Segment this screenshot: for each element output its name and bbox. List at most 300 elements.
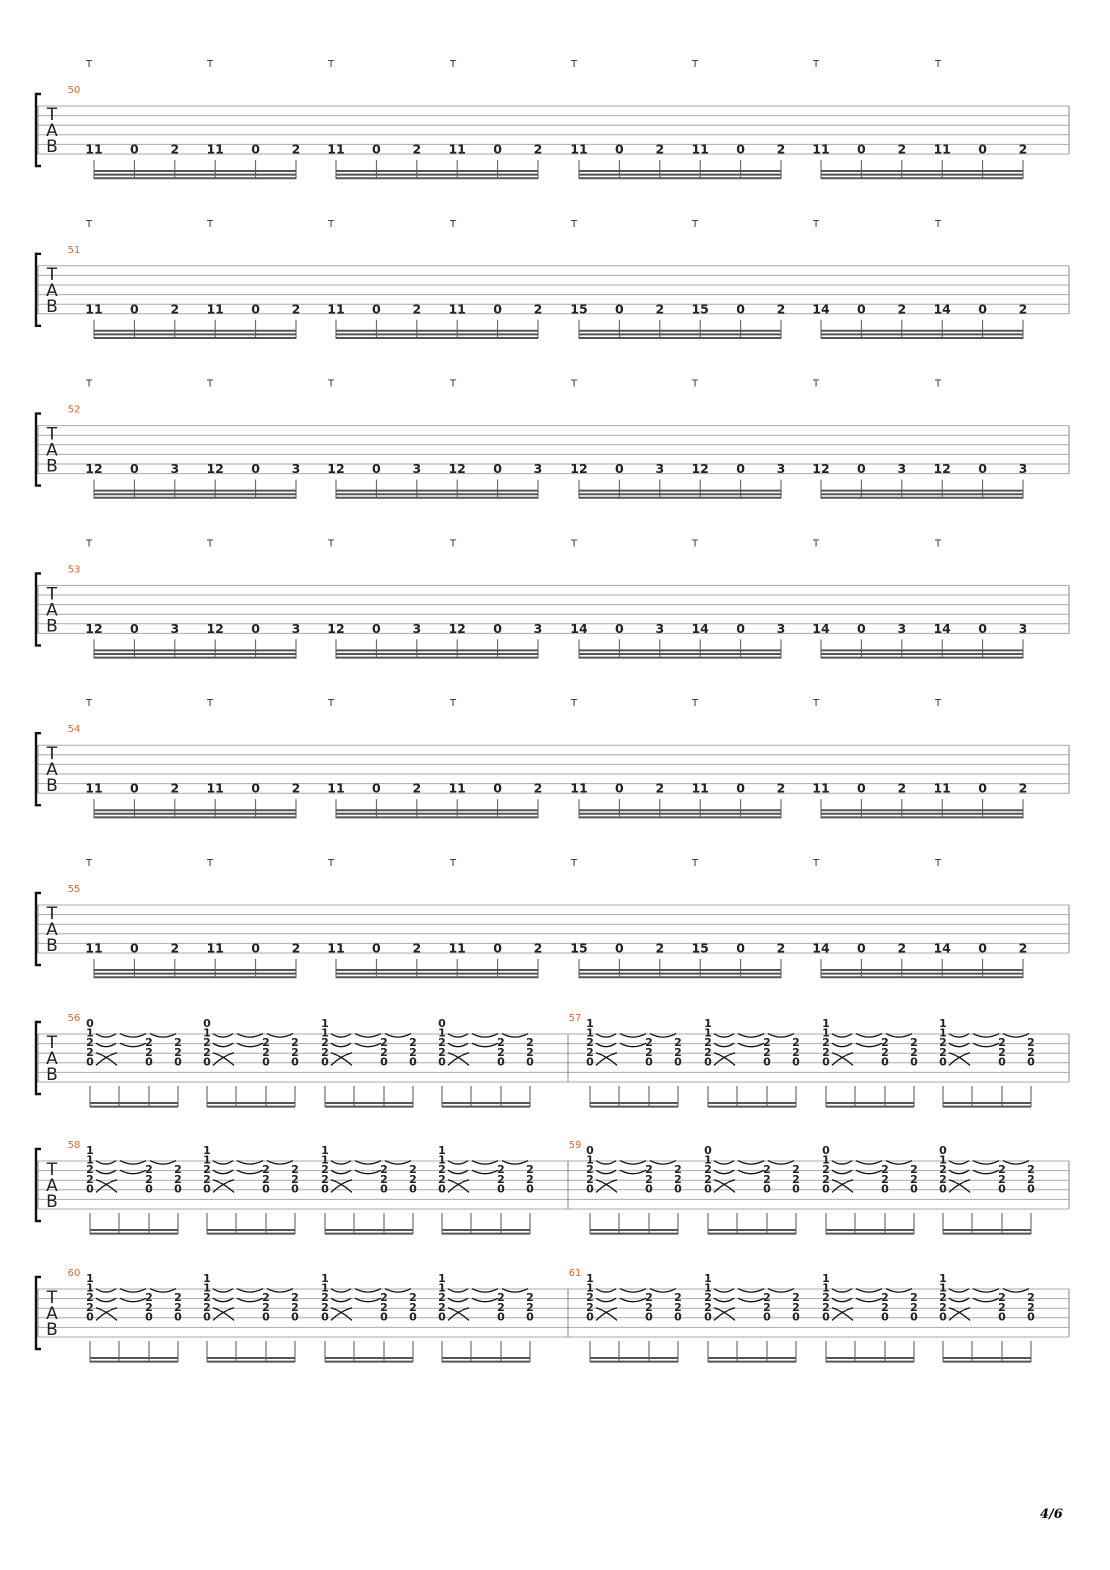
fret-number: 0 [645,1182,653,1196]
fret-number: 2 [586,1036,594,1050]
fret-number: 1 [321,1026,329,1040]
tab-clef-letter: A [46,440,58,461]
fret-number: 0 [857,141,866,157]
fret-number: 0 [372,940,381,956]
tie-arc [714,1053,735,1066]
fret-number: 2 [497,1300,505,1314]
fret-number: 2 [262,1291,270,1305]
tab-clef-letter: A [46,1049,58,1069]
fret-number: 2 [291,940,301,956]
fret-number: 2 [526,1291,534,1305]
fret-number: 0 [674,1182,682,1196]
fret-number: 0 [174,1055,182,1069]
fret-number: 2 [910,1300,918,1314]
fret-number: 12 [85,620,103,636]
fret-number: 2 [380,1045,388,1059]
fret-number: 1 [86,1281,94,1295]
fret-number: 11 [206,141,224,157]
tie-arc [331,1053,352,1066]
tap-marker: T [691,378,699,390]
fret-number: 2 [203,1172,211,1186]
fret-number: 2 [291,141,301,157]
fret-number: 0 [380,1310,388,1324]
fret-number: 2 [291,1291,299,1305]
fret-number: 0 [978,940,987,956]
tab-clef-letter: T [46,105,58,125]
tie-arc [949,1180,970,1193]
fret-number: 2 [86,1045,94,1059]
tab-clef-letter: A [46,1176,58,1196]
fret-number: 1 [438,1281,446,1295]
tap-marker: T [449,378,457,390]
fret-number: 2 [897,780,907,796]
tap-marker: T [85,538,93,550]
fret-number: 0 [409,1055,417,1069]
fret-number: 2 [674,1300,682,1314]
tap-marker: T [206,59,214,70]
fret-number: 2 [438,1045,446,1059]
fret-number: 2 [533,940,543,956]
fret-number: 2 [409,1172,417,1186]
fret-number: 2 [86,1163,94,1177]
tap-marker: T [570,378,578,390]
tap-marker: T [327,858,335,869]
fret-number: 0 [174,1310,182,1324]
fret-number: 0 [86,1017,94,1030]
fret-number: 2 [939,1300,947,1314]
fret-number: 0 [526,1310,534,1324]
fret-number: 0 [939,1182,947,1196]
fret-number: 2 [586,1300,594,1314]
tie-arc [331,1180,352,1193]
fret-number: 0 [262,1310,270,1324]
fret-number: 0 [881,1182,889,1196]
fret-number: 2 [645,1045,653,1059]
fret-number: 2 [262,1036,270,1050]
fret-number: 0 [763,1310,771,1324]
fret-number: 12 [448,620,466,636]
fret-number: 0 [586,1055,594,1069]
tap-marker: T [206,698,214,710]
fret-number: 0 [372,780,381,796]
fret-number: 2 [645,1163,653,1177]
fret-number: 0 [822,1182,830,1196]
fret-number: 2 [497,1172,505,1186]
fret-number: 1 [586,1017,594,1030]
fret-number: 0 [1027,1055,1035,1069]
fret-number: 2 [704,1291,712,1305]
fret-number: 2 [145,1163,153,1177]
fret-number: 2 [409,1300,417,1314]
fret-number: 1 [704,1026,712,1040]
fret-number: 0 [497,1182,505,1196]
fret-number: 0 [438,1310,446,1324]
fret-number: 2 [291,1163,299,1177]
fret-number: 2 [438,1291,446,1305]
fret-number: 2 [776,780,786,796]
tie-arc [213,1308,234,1321]
fret-number: 2 [412,780,422,796]
fret-number: 0 [978,780,987,796]
fret-number: 11 [570,780,588,796]
fret-number: 2 [910,1291,918,1305]
fret-number: 11 [85,780,103,796]
fret-number: 2 [881,1163,889,1177]
tap-marker: T [691,538,699,550]
fret-number: 0 [130,301,139,317]
fret-number: 11 [85,940,103,956]
tap-marker: T [449,858,457,869]
fret-number: 2 [776,301,786,317]
fret-number: 0 [130,620,139,636]
tab-clef-letter: B [46,1320,58,1340]
fret-number: 14 [933,301,951,317]
fret-number: 3 [776,461,786,477]
tab-clef-letter: T [46,1033,58,1053]
fret-number: 14 [812,940,830,956]
fret-number: 0 [130,461,139,477]
fret-number: 0 [251,301,260,317]
fret-number: 2 [526,1036,534,1050]
fret-number: 2 [1018,141,1028,157]
fret-number: 0 [792,1310,800,1324]
tap-marker: T [206,538,214,550]
tab-clef-letter: B [46,936,58,956]
fret-number: 3 [533,620,543,636]
fret-number: 2 [881,1172,889,1186]
fret-number: 0 [438,1055,446,1069]
tap-marker: T [206,858,214,869]
tap-marker: T [691,59,699,70]
tie-arc [213,1053,234,1066]
tab-clef-letter: B [46,137,58,157]
fret-number: 2 [910,1163,918,1177]
tap-marker: T [327,538,335,550]
fret-number: 0 [674,1310,682,1324]
fret-number: 0 [792,1055,800,1069]
fret-number: 2 [203,1300,211,1314]
fret-number: 0 [736,780,745,796]
tap-marker: T [570,858,578,869]
riff-system [36,858,1069,978]
fret-number: 2 [526,1300,534,1314]
fret-number: 2 [291,1172,299,1186]
fret-number: 0 [291,1310,299,1324]
fret-number: 2 [291,1300,299,1314]
fret-number: 2 [763,1172,771,1186]
measure-number: 56 [67,1013,81,1024]
fret-number: 2 [291,1045,299,1059]
fret-number: 2 [792,1291,800,1305]
fret-number: 0 [857,461,866,477]
fret-number: 2 [321,1036,329,1050]
fret-number: 2 [380,1172,388,1186]
fret-number: 0 [145,1310,153,1324]
fret-number: 0 [998,1182,1006,1196]
tap-marker: T [691,698,699,710]
fret-number: 2 [881,1045,889,1059]
riff-system [36,698,1069,818]
fret-number: 1 [321,1281,329,1295]
fret-number: 1 [822,1153,830,1167]
tie-arc [596,1180,617,1193]
fret-number: 1 [586,1272,594,1285]
fret-number: 0 [291,1055,299,1069]
tap-marker: T [570,59,578,70]
fret-number: 2 [86,1036,94,1050]
tab-clef-letter: T [46,1288,58,1308]
fret-number: 2 [939,1045,947,1059]
fret-number: 11 [933,780,951,796]
fret-number: 2 [380,1036,388,1050]
fret-number: 1 [939,1026,947,1040]
fret-number: 1 [203,1153,211,1167]
tap-marker: T [934,218,942,230]
fret-number: 0 [409,1182,417,1196]
tab-clef-letter: T [46,584,58,605]
tap-marker: T [85,218,93,230]
tap-marker: T [812,378,820,390]
fret-number: 12 [85,461,103,477]
fret-number: 2 [822,1300,830,1314]
fret-number: 0 [493,780,502,796]
fret-number: 0 [203,1017,211,1030]
fret-number: 2 [203,1291,211,1305]
fret-number: 2 [704,1163,712,1177]
tap-marker: T [691,218,699,230]
riff-system [36,379,1069,499]
fret-number: 0 [251,620,260,636]
fret-number: 2 [170,141,180,157]
fret-number: 2 [321,1291,329,1305]
fret-number: 2 [939,1036,947,1050]
fret-number: 0 [763,1182,771,1196]
fret-number: 11 [327,940,345,956]
fret-number: 3 [1018,620,1028,636]
fret-number: 0 [372,301,381,317]
fret-number: 2 [792,1163,800,1177]
fret-number: 0 [939,1144,947,1157]
fret-number: 2 [497,1163,505,1177]
fret-number: 14 [812,301,830,317]
tab-clef-letter: T [46,1160,58,1180]
fret-number: 0 [586,1182,594,1196]
fret-number: 3 [412,620,422,636]
fret-number: 2 [412,141,422,157]
fret-number: 0 [372,141,381,157]
fret-number: 0 [372,461,381,477]
fret-number: 2 [170,780,180,796]
fret-number: 2 [674,1036,682,1050]
fret-number: 0 [822,1310,830,1324]
fret-number: 2 [203,1163,211,1177]
tap-marker: T [812,698,820,710]
tie-arc [832,1053,853,1066]
fret-number: 2 [380,1291,388,1305]
fret-number: 1 [822,1272,830,1285]
fret-number: 0 [145,1055,153,1069]
fret-number: 2 [586,1172,594,1186]
fret-number: 14 [570,620,588,636]
fret-number: 2 [998,1291,1006,1305]
fret-number: 1 [939,1272,947,1285]
fret-number: 2 [174,1300,182,1314]
fret-number: 2 [939,1172,947,1186]
tie-arc [96,1180,117,1193]
tap-marker: T [85,378,93,390]
fret-number: 2 [409,1163,417,1177]
tap-marker: T [812,59,820,70]
fret-number: 11 [570,141,588,157]
fret-number: 0 [910,1055,918,1069]
tie-arc [96,1308,117,1321]
fret-number: 1 [203,1144,211,1157]
fret-number: 3 [412,461,422,477]
tab-clef-letter: A [46,280,58,301]
fret-number: 2 [1018,780,1028,796]
fret-number: 1 [704,1153,712,1167]
tab-clef-letter: T [46,424,58,445]
measure-number: 60 [67,1268,81,1279]
tab-clef-letter: T [46,264,58,285]
fret-number: 0 [86,1055,94,1069]
tie-arc [832,1308,853,1321]
fret-number: 2 [533,780,543,796]
fret-number: 0 [615,301,624,317]
measure-number: 54 [67,724,81,736]
tab-clef-letter: A [46,920,58,940]
fret-number: 2 [1027,1300,1035,1314]
fret-number: 2 [586,1163,594,1177]
tap-marker: T [327,698,335,710]
fret-number: 2 [262,1172,270,1186]
tab-clef-letter: B [46,616,58,637]
fret-number: 0 [998,1310,1006,1324]
fret-number: 2 [174,1045,182,1059]
fret-number: 0 [615,141,624,157]
fret-number: 2 [655,940,665,956]
fret-number: 2 [203,1045,211,1059]
fret-number: 3 [1018,461,1028,477]
fret-number: 0 [978,461,987,477]
fret-number: 2 [145,1300,153,1314]
fret-number: 2 [910,1172,918,1186]
fret-number: 15 [691,940,709,956]
fret-number: 2 [998,1172,1006,1186]
fret-number: 2 [497,1291,505,1305]
fret-number: 2 [1027,1045,1035,1059]
tab-clef-letter: A [46,760,58,781]
fret-number: 1 [704,1272,712,1285]
riff-system [36,59,1069,179]
fret-number: 2 [533,141,543,157]
fret-number: 0 [586,1144,594,1157]
fret-number: 0 [615,940,624,956]
riff-system [36,219,1069,339]
fret-number: 12 [327,461,345,477]
tap-marker: T [934,698,942,710]
fret-number: 2 [998,1036,1006,1050]
fret-number: 2 [1027,1036,1035,1050]
fret-number: 2 [291,1036,299,1050]
riff-system [36,538,1069,658]
fret-number: 2 [526,1163,534,1177]
fret-number: 2 [655,780,665,796]
tap-marker: T [934,858,942,869]
fret-number: 1 [438,1144,446,1157]
fret-number: 2 [939,1163,947,1177]
tab-clef-letter: A [46,121,58,141]
fret-number: 0 [497,1310,505,1324]
fret-number: 0 [615,461,624,477]
fret-number: 11 [812,780,830,796]
fret-number: 0 [1027,1310,1035,1324]
fret-number: 11 [327,141,345,157]
fret-number: 0 [86,1182,94,1196]
tap-marker: T [206,378,214,390]
tab-clef-letter: B [46,296,58,317]
fret-number: 2 [704,1172,712,1186]
fret-number: 0 [910,1310,918,1324]
fret-number: 2 [170,301,180,317]
fret-number: 0 [251,940,260,956]
fret-number: 0 [526,1055,534,1069]
fret-number: 2 [86,1300,94,1314]
tap-marker: T [934,59,942,70]
fret-number: 2 [792,1172,800,1186]
tab-clef-letter: T [46,744,58,765]
tap-marker: T [570,538,578,550]
tie-arc [949,1053,970,1066]
fret-number: 2 [170,940,180,956]
tab-clef-letter: T [46,904,58,924]
fret-number: 1 [203,1281,211,1295]
tap-marker: T [934,378,942,390]
fret-number: 2 [174,1291,182,1305]
fret-number: 3 [170,461,180,477]
fret-number: 0 [321,1310,329,1324]
fret-number: 0 [493,620,502,636]
fret-number: 1 [438,1026,446,1040]
fret-number: 2 [174,1036,182,1050]
fret-number: 0 [321,1055,329,1069]
fret-number: 1 [822,1017,830,1030]
tie-arc [331,1308,352,1321]
measure-number: 61 [568,1268,582,1279]
fret-number: 14 [691,620,709,636]
fret-number: 0 [910,1182,918,1196]
fret-number: 0 [586,1310,594,1324]
fret-number: 0 [203,1182,211,1196]
fret-number: 0 [380,1182,388,1196]
fret-number: 2 [704,1045,712,1059]
fret-number: 15 [570,940,588,956]
fret-number: 2 [763,1291,771,1305]
fret-number: 0 [291,1182,299,1196]
fret-number: 2 [262,1300,270,1314]
tie-arc [596,1053,617,1066]
fret-number: 0 [881,1310,889,1324]
fret-number: 0 [763,1055,771,1069]
tap-marker: T [327,59,335,70]
fret-number: 1 [321,1144,329,1157]
fret-number: 2 [763,1045,771,1059]
fret-number: 2 [145,1291,153,1305]
fret-number: 0 [86,1310,94,1324]
tap-marker: T [449,218,457,230]
measure-number: 59 [568,1140,582,1151]
fret-number: 0 [857,780,866,796]
